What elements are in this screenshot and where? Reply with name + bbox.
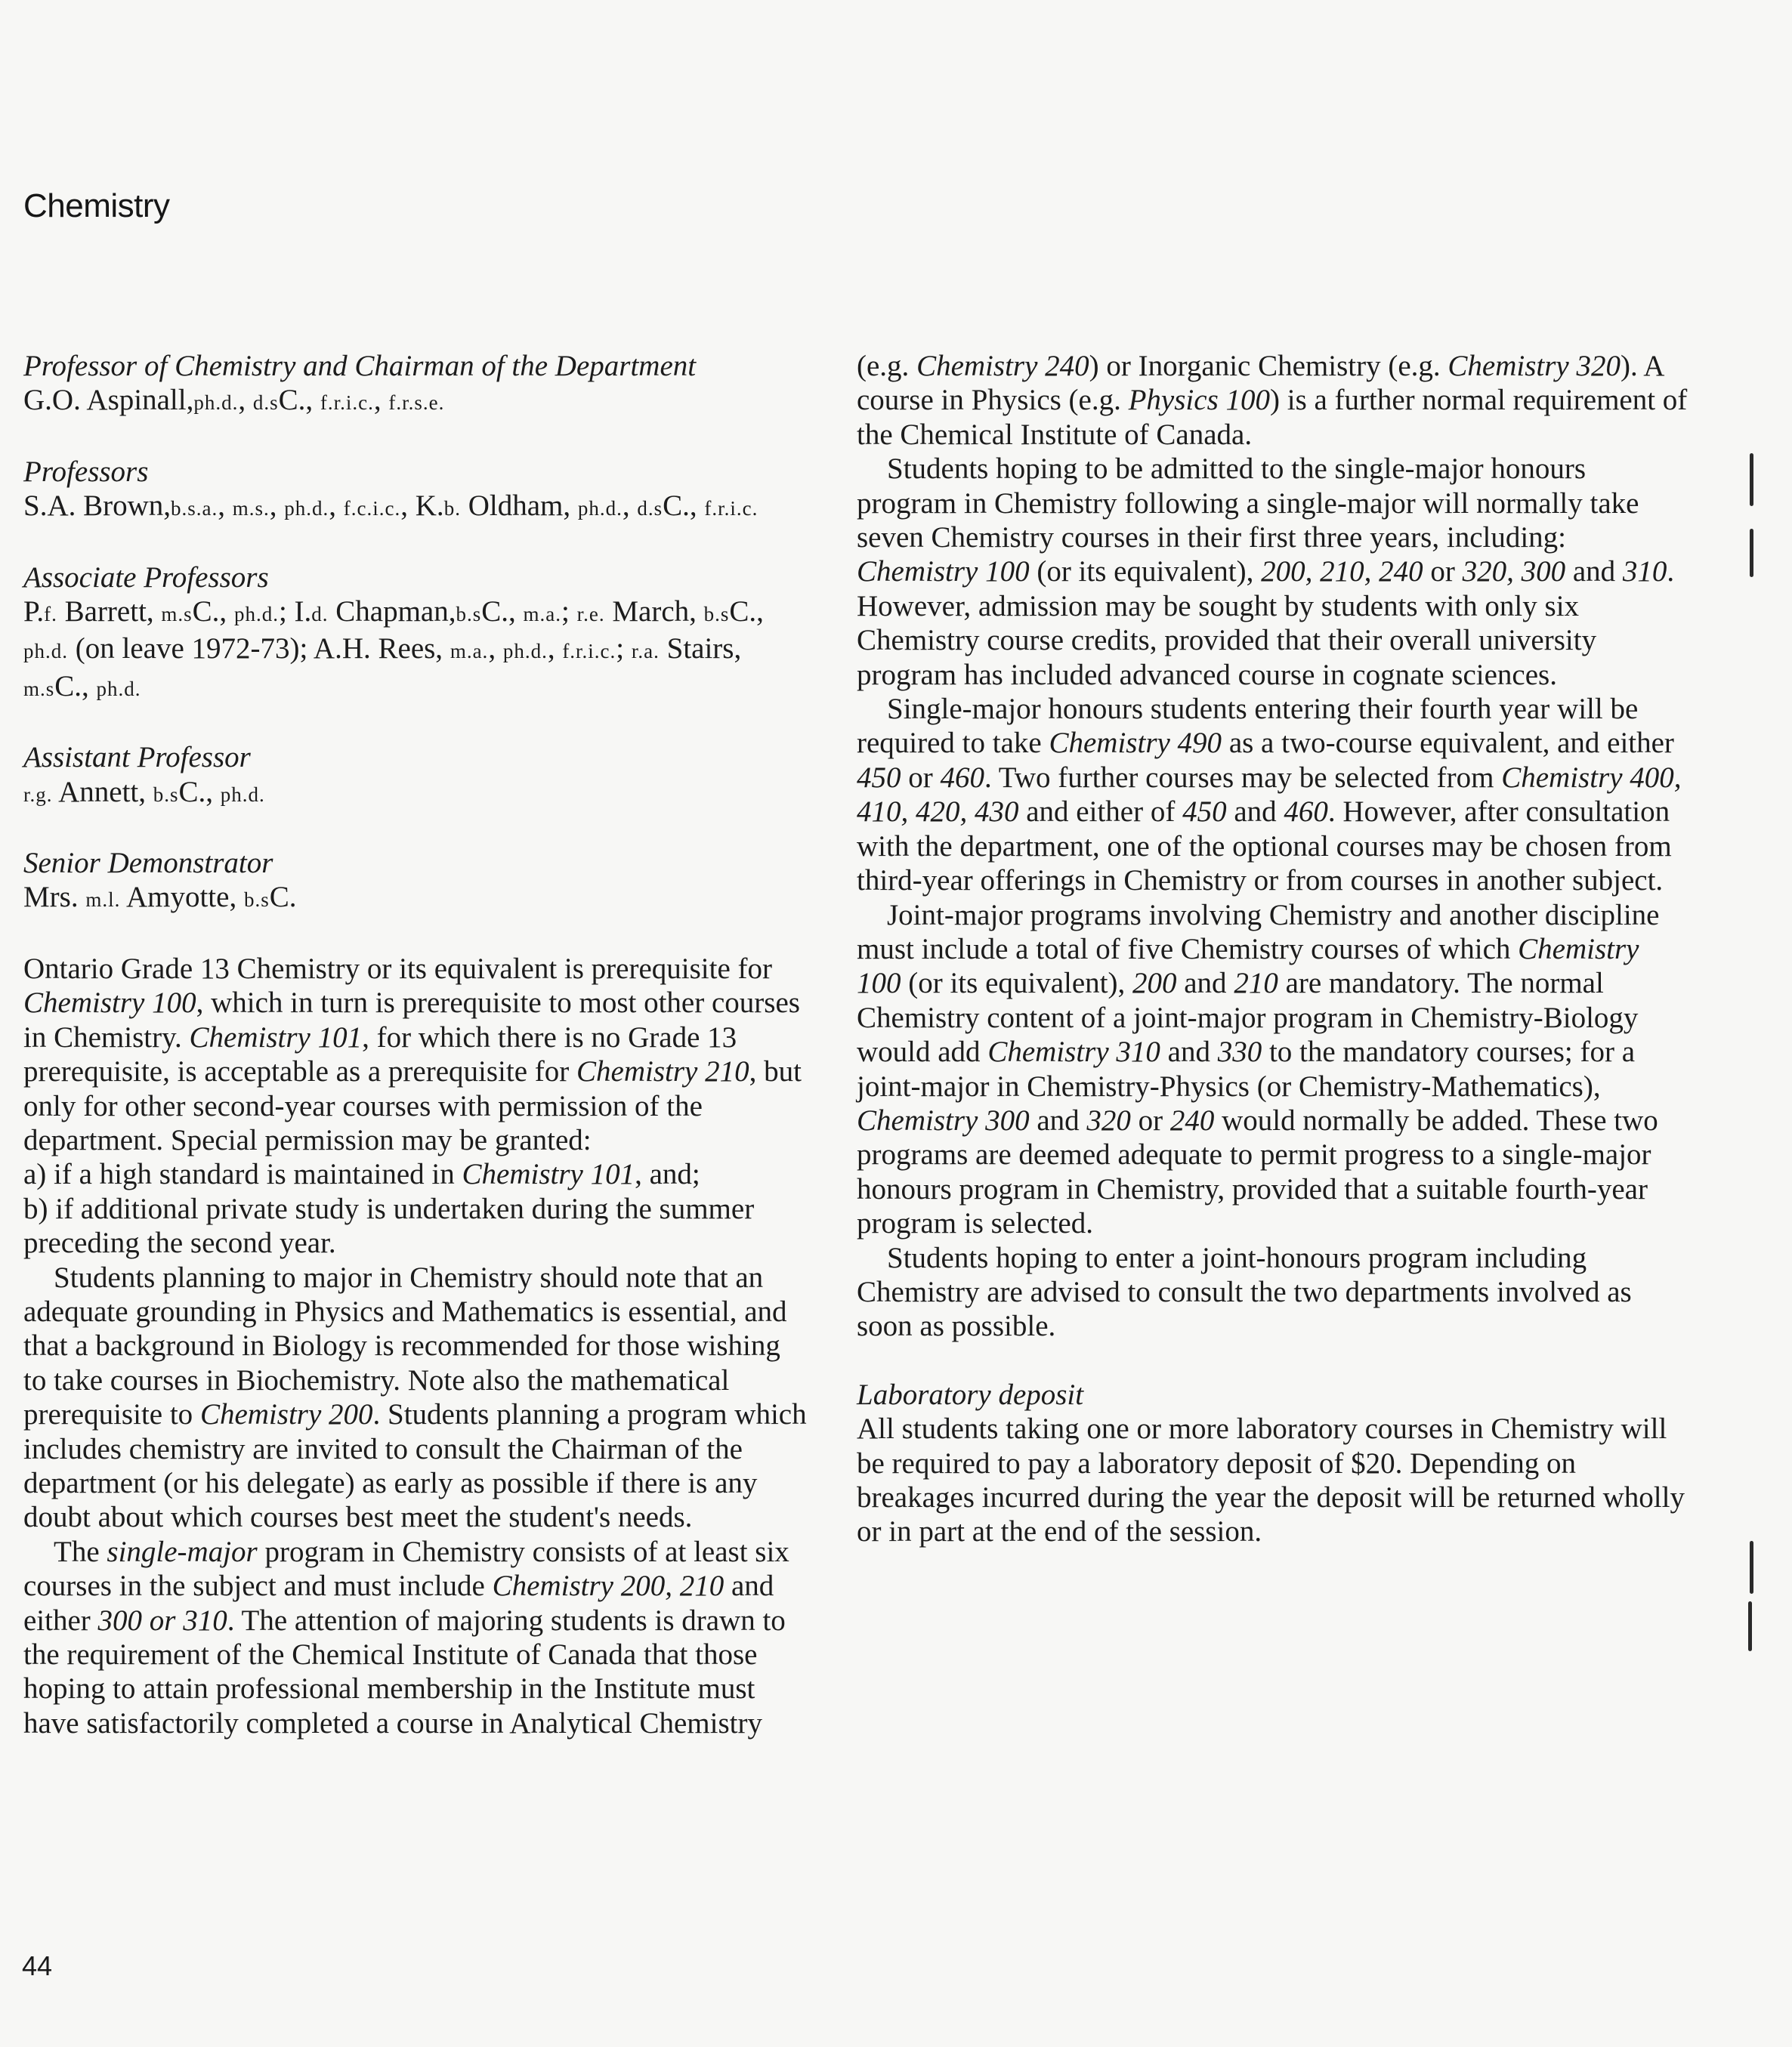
faculty-role-chairman: Professor of Chemistry and Chairman of the Department — [23, 350, 697, 382]
faculty-names-professors: S.A. Brown,b.s.a., m.s., ph.d., f.c.i.c., K.b. Oldham, ph.d., d.sC., f.r.i.c. — [23, 489, 759, 523]
body-paragraph: Students hoping to enter a joint-honours program including Chemistry are advised to consult the two departments involved as soon as possible. — [857, 1241, 1632, 1343]
lab-deposit-heading: Laboratory deposit — [857, 1378, 1084, 1411]
right-column — [857, 349, 1688, 1549]
faculty-names-chairman: G.O. Aspinall,ph.d., d.sC., f.r.i.c., f.r.s.e. — [23, 384, 445, 417]
faculty-role-assistant-professor: Assistant Professor — [23, 741, 251, 774]
left-column — [23, 349, 809, 1740]
page-number: 44 — [22, 1950, 53, 1981]
faculty-list — [23, 349, 809, 918]
body-paragraph: Students planning to major in Chemistry should note that an adequate grounding in Physics and Mathematics is essential, and that a background in Biology is recommended for those wishing to take courses in Biochemistry. Note also the mathematical prerequisite to Chemistry 200. Students planning a program which includes chemistry are invited to consult the Chairman of the department (or his delegate) as early as possible if there is any doubt about which courses best meet the student's needs. — [23, 1261, 807, 1534]
faculty-role-senior-demonstrator: Senior Demonstrator — [23, 847, 273, 880]
body-paragraph: Students hoping to be admitted to the single-major honours program in Chemistry following a single-major will normally take seven Chemistry courses in their first three years, including: Chemistry 100 (or its equivalent), 200, 210, 240 or 320, 300 and 310. However, admission may be sought by students with only six Chemistry course credits, provided that their overall university program has included advanced course in cognate sciences. — [857, 452, 1675, 691]
faculty-names-senior-demonstrator: Mrs. m.l. Amyotte, b.sC. — [23, 881, 297, 914]
body-paragraph: b) if additional private study is undertaken during the summer preceding the second year. — [23, 1192, 755, 1260]
binding-mark — [1750, 1541, 1753, 1594]
binding-mark — [1748, 1601, 1752, 1651]
page-title: Chemistry — [23, 187, 170, 224]
lab-deposit-text: All students taking one or more laboratory courses in Chemistry will be required to pay a laboratory deposit of $20. Depending on breakages incurred during the year the deposit will be returned wholly or in part at the end of the session. — [857, 1413, 1685, 1548]
faculty-role-associate-professors: Associate Professors — [23, 560, 269, 594]
faculty-names-associate-professors: P.f. Barrett, m.sC., ph.d.; I.d. Chapman,b.sC., m.a.; r.e. March, b.sC., ph.d. (on leave 1972-73); A.H. Rees, m.a., ph.d., f.r.i.c.; r.a. Stairs, m.sC., ph.d. — [23, 595, 764, 702]
faculty-names-assistant-professor: r.g. Annett, b.sC., ph.d. — [23, 775, 265, 808]
body-paragraph: Ontario Grade 13 Chemistry or its equivalent is prerequisite for Chemistry 100, which in turn is prerequisite to most other courses in Chemistry. Chemistry 101, for which there is no Grade 13 prerequisite, is acceptable as a prerequisite for Chemistry 210, but only for other second-year courses with permission of the department. Special permission may be granted: — [23, 952, 802, 1156]
body-paragraph: Joint-major programs involving Chemistry and another discipline must include a total of five Chemistry courses of which Chemistry 100 (or its equivalent), 200 and 210 are mandatory. The normal Chemistry content of a joint-major program in Chemistry-Biology would add Chemistry 310 and 330 to the mandatory courses; for a joint-major in Chemistry-Physics (or Chemistry-Mathematics), Chemistry 300 and 320 or 240 would normally be added. These two programs are deemed adequate to permit progress to a single-major honours program in Chemistry, provided that a suitable fourth-year program is selected. — [857, 898, 1660, 1240]
body-paragraph: Single-major honours students entering their fourth year will be required to take Chemistry 490 as a two-course equivalent, and either 450 or 460. Two further courses may be selected from Chemistry 400, 410, 420, 430 and either of 450 and 460. However, after consultation with the department, one of the optional courses may be chosen from third-year offerings in Chemistry or from courses in another subject. — [857, 693, 1682, 897]
body-paragraph: The single-major program in Chemistry consists of at least six courses in the subject and must include Chemistry 200, 210 and either 300 or 310. The attention of majoring students is drawn to the requirement of the Chemical Institute of Canada that those hoping to attain professional membership in the Institute must have satisfactorily completed a course in Analytical Chemistry — [23, 1535, 789, 1740]
binding-mark — [1750, 453, 1753, 506]
body-paragraph: (e.g. Chemistry 240) or Inorganic Chemistry (e.g. Chemistry 320). A course in Physics (e.g. Physics 100) is a further normal requirement of the Chemical Institute of Canada. — [857, 350, 1688, 451]
binding-mark — [1750, 529, 1753, 577]
faculty-role-professors: Professors — [23, 455, 149, 488]
body-paragraph: a) if a high standard is maintained in Chemistry 101, and; — [23, 1158, 700, 1191]
